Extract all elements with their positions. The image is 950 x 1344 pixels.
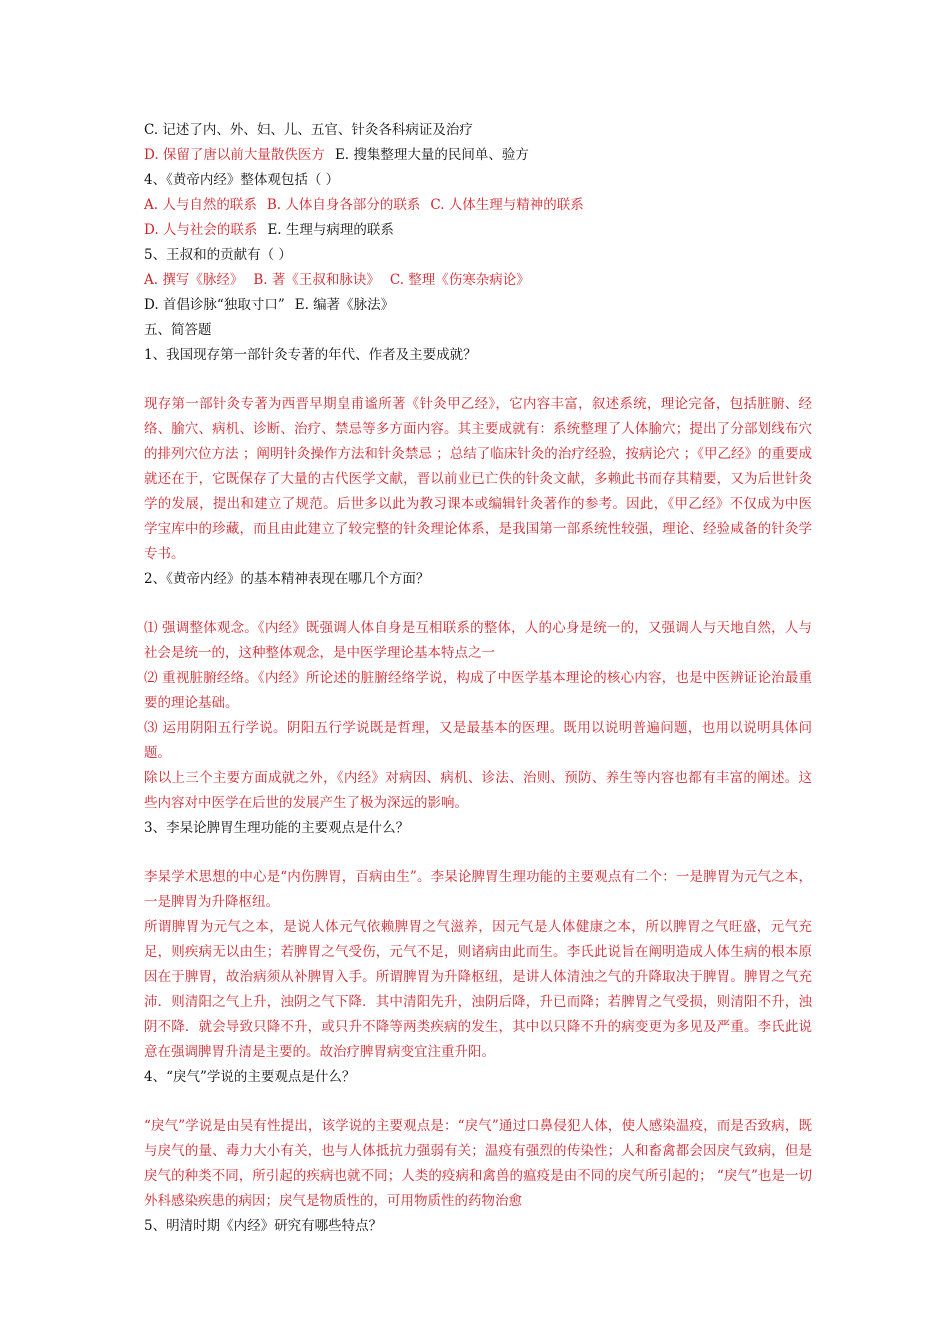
q5-option-e: E. 编著《脉法》 (294, 297, 395, 313)
q5-stem: 5、王叔和的贡献有（ ） (144, 247, 292, 263)
sa-q4-answer: “戾气”学说是由吴有性提出，该学说的主要观点是：“戾气”通过口鼻侵犯人体，使人感染温疫，而是否致病，既与戾气的量、毒力大小有关，也与人体抵抗力强弱有关；温疫有强烈的传染性；人和畜禽都会因戾气致病，但是戾气的种类不同，所引起的疾病也就不同；人类的疫病和禽兽的瘟疫是由不同的戾气所引起的； “戾气”也是一切外科感染疾患的病因；戾气是物质性的，可用物质性的药物治愈 (144, 1118, 812, 1209)
sa-q1-answer: 现存第一部针灸专著为西晋早期皇甫谧所著《针灸甲乙经》，它内容丰富，叙述系统，理论完备，包括脏腑、经络、腧穴、病机、诊断、治疗、禁忌等多方面内容。其主要成就有：系统整理了人体腧穴；提出了分部划线布穴的排列穴位方法 ；阐明针灸操作方法和针灸禁忌 ；总结了临床针灸的治疗经验，按病论穴 ；《甲乙经》的重要成就还在于，它既保存了大量的古代医学文献，晋以前业已亡佚的针灸文献，多赖此书而存其精要，又为后世针灸学的发展，提出和建立了规范。后世多以此为教习课本或编辑针灸著作的参考。因此，《甲乙经》不仅成为中医学宝库中的珍藏，而且由此建立了较完整的针灸理论体系，是我国第一部系统性较强，理论、经验咸备的针灸学专书。 (144, 396, 812, 562)
sa-q4-question: 4、“戾气”学说的主要观点是什么？ (144, 1069, 356, 1085)
q5-option-b: B. 著《王叔和脉诀》 (253, 272, 380, 288)
q4-option-c: C. 人体生理与精神的联系 (430, 197, 584, 213)
sa-q2-question: 2、《黄帝内经》的基本精神表现在哪几个方面？ (144, 571, 430, 587)
sa-q2-point-1: ⑴ 强调整体观念。《内经》既强调人体自身是互相联系的整体，人的心身是统一的，又强调人与天地自然，人与社会是统一的，这种整体观念，是中医学理论基本特点之一 (144, 620, 812, 661)
document-body (144, 118, 812, 1239)
q4-options-abc (144, 193, 812, 218)
spacer (144, 368, 812, 392)
q4-option-b: B. 人体自身各部分的联系 (266, 197, 421, 213)
q4-stem: 4、《黄帝内经》整体观包括（ ） (144, 172, 340, 188)
section-heading: 五、简答题 (144, 322, 212, 338)
q4-option-e: E. 生理与病理的联系 (267, 222, 394, 238)
sa-q2-point-3: ⑶ 运用阴阳五行学说。阴阳五行学说既是哲理，又是最基本的医理。既用以说明普遍问题，也用以说明具体问题。 (144, 720, 812, 761)
sa-q1-question: 1、我国现存第一部针灸专著的年代、作者及主要成就？ (144, 347, 477, 363)
sa-q3-answer-1: 李杲学术思想的中心是“内伤脾胃，百病由生”。李杲论脾胃生理功能的主要观点有二个：一是脾胃为元气之本，一是脾胃为升降枢纽。 (144, 869, 812, 910)
q-prev-option-e: E. 搜集整理大量的民间单、验方 (334, 147, 529, 163)
spacer (144, 592, 812, 616)
sa-q2-summary: 除以上三个主要方面成就之外，《内经》对病因、病机、诊法、治则、预防、养生等内容也都有丰富的阐述。这些内容对中医学在后世的发展产生了极为深远的影响。 (144, 770, 812, 811)
q5-options-de (144, 293, 812, 318)
q5-option-a: A. 撰写《脉经》 (144, 272, 244, 288)
q4-option-a: A. 人与自然的联系 (144, 197, 257, 213)
sa-q3-answer-2: 所谓脾胃为元气之本，是说人体元气依赖脾胃之气滋养，因元气是人体健康之本，所以脾胃之气旺盛，元气充足，则疾病无以由生；若脾胃之气受伤，元气不足，则诸病由此而生。李氏此说旨在阐明造成人体生病的根本原因在于脾胃，故治病须从补脾胃入手。所谓脾胃为升降枢纽，是讲人体清浊之气的升降取决于脾胃。脾胃之气充沛．则清阳之气上升，浊阴之气下降．其中清阳先升，浊阴后降，升已而降；若脾胃之气受损，则清阳不升，浊阴不降．就会导致只降不升，或只升不降等两类疾病的发生，其中以只降不升的病变更为多见及严重。李氏此说意在强调脾胃升清是主要的。故治疗脾胃病变宜注重升阳。 (144, 919, 812, 1060)
q-prev-option-d: D. 保留了唐以前大量散佚医方 (144, 147, 325, 163)
spacer (144, 841, 812, 865)
q5-option-d: D. 首倡诊脉“独取寸口” (144, 297, 285, 313)
q5-option-c: C. 整理《伤寒杂病论》 (389, 272, 530, 288)
q5-options-abc (144, 268, 812, 293)
sa-q3-question: 3、李杲论脾胃生理功能的主要观点是什么？ (144, 820, 410, 836)
q4-options-de (144, 218, 812, 243)
q-prev-option-c: C. 记述了内、外、妇、儿、五官、针灸各科病证及治疗 (144, 122, 473, 138)
spacer (144, 1090, 812, 1114)
q-prev-options-de (144, 143, 812, 168)
sa-q2-point-2: ⑵ 重视脏腑经络。《内经》所论述的脏腑经络学说，构成了中医学基本理论的核心内容，也是中医辨证论治最重要的理论基础。 (144, 670, 812, 711)
q4-option-d: D. 人与社会的联系 (144, 222, 258, 238)
sa-q5-question: 5、明清时期《内经》研究有哪些特点？ (144, 1218, 383, 1234)
